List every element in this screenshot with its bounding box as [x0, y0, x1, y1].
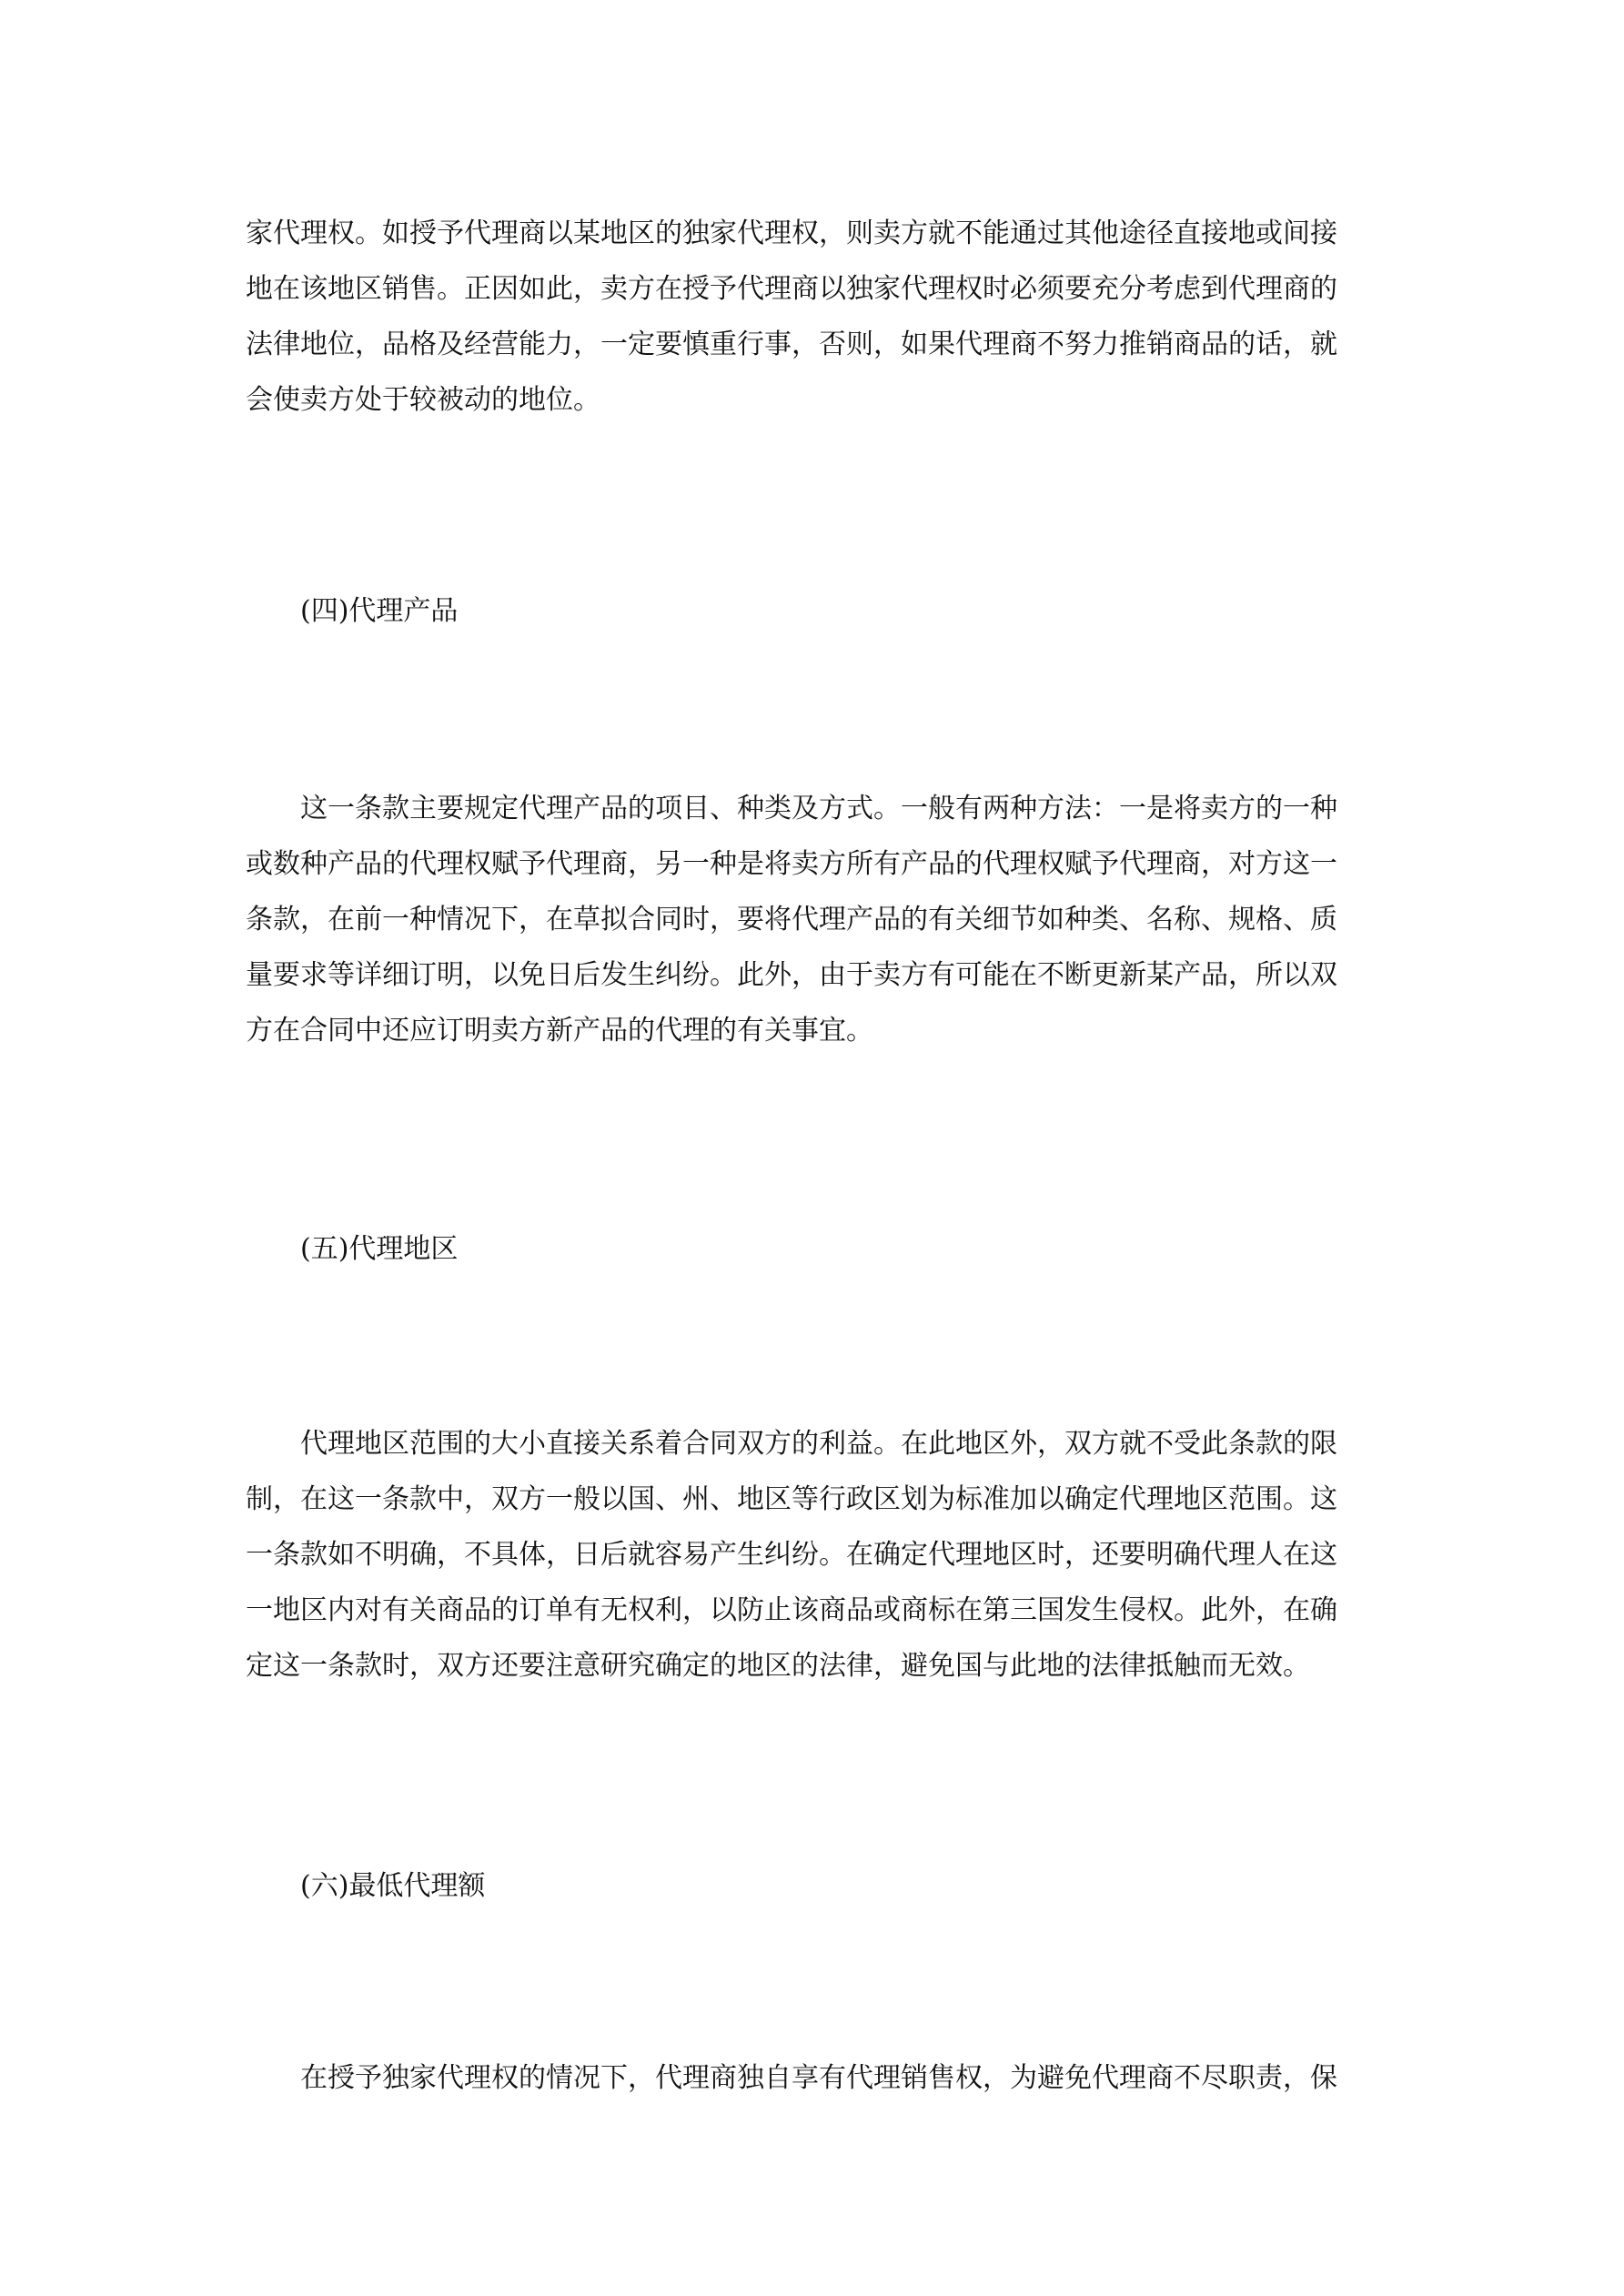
- text-line: 在授予独家代理权的情况下，代理商独自享有代理销售权，为避免代理商不尽职责，保: [300, 2062, 1337, 2094]
- text-line: 会使卖方处于较被动的地位。: [246, 384, 600, 416]
- paragraph-minimum-agency-amount: [246, 2050, 1397, 2106]
- text-line: 这一条款主要规定代理产品的项目、种类及方式。一般有两种方法：一是将卖方的一种: [300, 793, 1337, 824]
- text-line: 制，在这一条款中，双方一般以国、州、地区等行政区划为标准加以确定代理地区范围。这: [246, 1483, 1337, 1515]
- section-heading-minimum-agency-amount: (六)最低代理额: [300, 1870, 486, 1902]
- paragraph-exclusive-agency-continued: [246, 206, 1397, 428]
- text-line: 量要求等详细订明，以免日后发生纠纷。此外，由于卖方有可能在不断更新某产品，所以双: [246, 959, 1337, 991]
- text-line: 地在该地区销售。正因如此，卖方在授予代理商以独家代理权时必须要充分考虑到代理商的: [246, 273, 1337, 305]
- section-heading-agency-territory: (五)代理地区: [300, 1233, 459, 1265]
- paragraph-agency-products: [246, 781, 1397, 1058]
- text-line: 代理地区范围的大小直接关系着合同双方的利益。在此地区外，双方就不受此条款的限: [300, 1428, 1337, 1460]
- text-line: 或数种产品的代理权赋予代理商，另一种是将卖方所有产品的代理权赋予代理商，对方这一: [246, 848, 1337, 880]
- text-line: 定这一条款时，双方还要注意研究确定的地区的法律，避免国与此地的法律抵触而无效。: [246, 1650, 1310, 1682]
- paragraph-agency-territory: [246, 1416, 1397, 1694]
- text-line: 一地区内对有关商品的订单有无权利，以防止该商品或商标在第三国发生侵权。此外，在确: [246, 1594, 1337, 1626]
- text-line: 条款，在前一种情况下，在草拟合同时，要将代理产品的有关细节如种类、名称、规格、质: [246, 904, 1337, 936]
- text-line: 一条款如不明确，不具体，日后就容易产生纠纷。在确定代理地区时，还要明确代理人在这: [246, 1539, 1337, 1571]
- text-line: 家代理权。如授予代理商以某地区的独家代理权，则卖方就不能通过其他途径直接地或间接: [246, 217, 1337, 249]
- text-line: 法律地位，品格及经营能力，一定要慎重行事，否则，如果代理商不努力推销商品的话，就: [246, 329, 1337, 360]
- text-line: 方在合同中还应订明卖方新产品的代理的有关事宜。: [246, 1015, 873, 1047]
- section-heading-agency-products: (四)代理产品: [300, 595, 459, 627]
